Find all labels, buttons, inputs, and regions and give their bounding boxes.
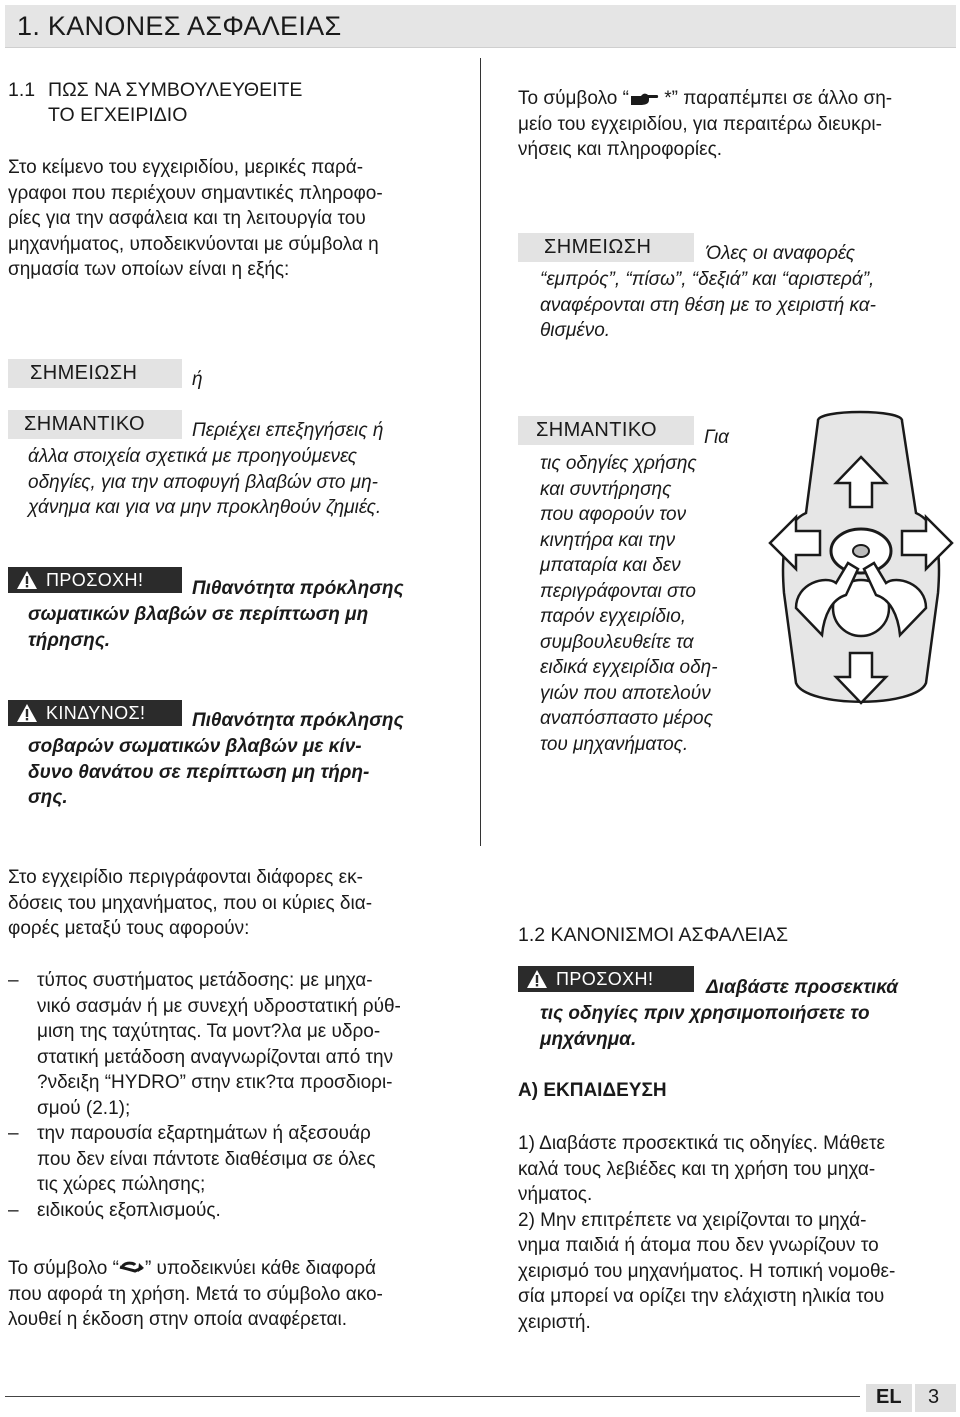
danger-label [8, 700, 182, 726]
text-line: στατική μετάδοση αναγνωρίζονται από την [37, 1046, 394, 1068]
text-line: σης. [28, 787, 68, 808]
text-line: φορές μεταξύ τους αφορούν: [8, 918, 250, 939]
text-line: αναφέρονται στη θέση με το χειριστή κα- [540, 294, 876, 316]
list-item [6, 1121, 470, 1198]
text-line: τις χώρες πώλησης; [37, 1174, 206, 1195]
text-line: ρίες για την ασφάλεια και τη λειτουργία του [8, 208, 366, 229]
note-text [540, 267, 954, 344]
text-line: νήσεις και πληροφορίες. [518, 139, 723, 160]
text-line: Στο κείμενο του εγχειριδίου, μερικές παρά- [8, 157, 364, 178]
text-line: Στο εγχειρίδιο περιγράφονται διάφορες εκ- [8, 867, 363, 888]
text-fragment: Το σύμβολο “ [518, 88, 629, 109]
caution-label [8, 567, 182, 593]
caution-text-first: Διαβάστε προσεκτικά [706, 977, 899, 998]
text-line: μιση της ταχύτητας. Τα μοντ?λα με υδρο- [37, 1021, 381, 1042]
training-heading: Α) ΕΚΠΑΙΔΕΥΣΗ [518, 1080, 667, 1101]
text-line: τύπος συστήματος μετάδοσης: με μηχα- [37, 970, 373, 991]
list-item [6, 1198, 470, 1224]
version-difference-icon [119, 1259, 145, 1277]
footer-separator [912, 1384, 915, 1412]
section-number: 1.1 [8, 79, 36, 101]
text-line: που δεν είναι πάντοτε διαθέσιμα σε όλες [37, 1148, 376, 1170]
list-item [6, 968, 470, 1121]
caution-text [28, 602, 468, 653]
steering-hub-shape [853, 545, 869, 557]
text-line: τις οδηγίες πριν χρησιμοποιήσετε το [540, 1003, 870, 1024]
important-text [540, 451, 760, 757]
important-label: ΣΗΜΑΝΤΙΚΟ [8, 410, 182, 439]
page-number: 3 [928, 1386, 940, 1408]
text-line: σωματικών βλαβών σε περίπτωση μη [28, 604, 369, 625]
training-paragraph [518, 1131, 958, 1335]
text-line: ειδικούς εξοπλισμούς. [37, 1199, 221, 1221]
text-line: σία μπορεί να ορίζει την ελάχιστη ηλικία του [518, 1286, 885, 1307]
text-line: δόσεις του μηχανήματος, που οι κύριες δια- [8, 892, 373, 914]
caution-label [518, 966, 694, 992]
danger-text-first: Πιθανότητα πρόκλησης [192, 710, 404, 731]
text-line: μείο του εγχειριδίου, για περαιτέρω διευκρι- [518, 113, 882, 135]
text-line: παρόν εγχειρίδιο, [540, 606, 687, 627]
text-line: συμβουλευθείτε τα [540, 631, 694, 653]
caution-label-text: ΠΡΟΣΟΧΗ! [46, 570, 144, 590]
text-line: γιών που αποτελούν [540, 682, 711, 704]
section-1-2-heading: 1.2 ΚΑΝΟΝΙΣΜΟΙ ΑΣΦΑΛΕΙΑΣ [518, 924, 789, 946]
text-line: γραφοι που περιέχουν σημαντικές πληροφο- [8, 182, 383, 204]
important-text-first: Για [704, 427, 730, 448]
chapter-title: 1. ΚΑΝΟΝΕΣ ΑΣΦΑΛΕΙΑΣ [17, 11, 342, 41]
text-line: μπαταρία και δεν [540, 555, 681, 576]
text-line: λουθεί η έκδοση στην οποία αναφέρεται. [8, 1309, 348, 1330]
text-line: τήρησης. [28, 629, 111, 651]
caution-text [540, 1001, 954, 1052]
text-fragment: Το σύμβολο “ [8, 1258, 119, 1279]
important-label: ΣΗΜΑΝΤΙΚΟ [518, 416, 694, 445]
text-fragment: *” παραπέμπει σε άλλο ση- [658, 88, 893, 109]
section-heading-line-1: ΠΩΣ ΝΑ ΣΥΜΒΟΥΛΕΥΘΕΙΤΕ [48, 79, 303, 101]
warning-triangle-icon [16, 570, 38, 590]
text-line: χειριστή. [518, 1311, 591, 1333]
reference-paragraph [518, 86, 954, 163]
text-line: περιγράφονται στο [540, 580, 696, 602]
language-code: EL [876, 1386, 902, 1408]
versions-intro [8, 865, 470, 942]
text-line: δυνο θανάτου σε περίπτωση μη τήρη- [28, 761, 370, 783]
symbol-paragraph [8, 1256, 470, 1333]
text-line: σοβαρών σωματικών βλαβών με κίν- [28, 736, 362, 757]
column-divider [480, 58, 481, 846]
text-line: οδηγίες, για την αποφυγή βλαβών στο μη- [28, 471, 378, 493]
pointing-hand-icon [629, 91, 659, 107]
text-line: 2) Μην επιτρέπετε να χειρίζονται το μηχά- [518, 1209, 867, 1231]
operator-directions-illustration [766, 403, 956, 715]
text-line: που αφορά τη χρήση. Μετά το σύμβολο ακο- [8, 1283, 383, 1305]
or-text: ή [192, 369, 203, 390]
text-line: νήματος. [518, 1184, 593, 1205]
text-line [8, 1256, 470, 1282]
text-line: χειρισμό του μηχανήματος. Η τοπική νομοθε- [518, 1260, 896, 1282]
text-line: σμού (2.1); [37, 1097, 131, 1119]
text-line: καλά τους λεβιέδες και τη χρήση του μηχα- [518, 1158, 876, 1180]
text-line: νημα παιδιά ή άτομα που δεν γνωρίζουν το [518, 1235, 879, 1256]
caution-text-first: Πιθανότητα πρόκλησης [192, 578, 404, 599]
text-fragment: ” υποδεικνύει κάθε διαφορά [144, 1258, 377, 1279]
text-line: 1) Διαβάστε προσεκτικά τις οδηγίες. Μάθετε [518, 1133, 885, 1154]
section-1-1-heading [8, 78, 303, 126]
note-label: ΣΗΜΕΙΩΣΗ [518, 233, 694, 262]
text-line: άλλα στοιχεία σχετικά με προηγούμενες [28, 446, 358, 467]
text-line: του μηχανήματος. [540, 733, 689, 755]
warning-triangle-icon [16, 703, 38, 723]
important-text [28, 444, 468, 521]
versions-list [6, 968, 470, 1223]
danger-text [28, 734, 468, 811]
text-line: κινητήρα και την [540, 529, 676, 551]
text-line: την παρουσία εξαρτημάτων ή αξεσουάρ [37, 1123, 371, 1144]
text-line: τις οδηγίες χρήσης [540, 453, 697, 474]
chapter-header-bar [5, 5, 956, 48]
text-line: “εμπρός”, “πίσω”, “δεξιά” και “αριστερά”, [540, 269, 875, 290]
text-line: μηχάνημα. [540, 1028, 637, 1050]
text-line: σημασία των οποίων είναι η εξής: [8, 259, 290, 280]
caution-label-text: ΠΡΟΣΟΧΗ! [556, 969, 654, 989]
intro-paragraph [8, 155, 468, 283]
footer-page-box [866, 1384, 956, 1412]
important-text-first: Περιέχει επεξηγήσεις ή [192, 420, 384, 441]
text-line: και συντήρησης [540, 478, 672, 500]
text-line: μηχανήματος, υποδεικνύονται με σύμβολα η [8, 233, 379, 255]
text-line [518, 86, 954, 112]
text-line: νικό σασμάν ή με συνεχή υδροστατική ρύθ- [37, 995, 401, 1017]
danger-label-text: ΚΙΝΔΥΝΟΣ! [46, 703, 146, 723]
text-line: θισμένο. [540, 320, 611, 341]
note-text-first: Όλες οι αναφορές [706, 243, 855, 264]
text-line: ?νδειξη “HYDRO” στην ετικ?τα προσδιορι- [37, 1072, 393, 1093]
text-line: χάνημα και για να μην προκληθούν ζημιές. [28, 497, 382, 518]
text-line: αναπόσπαστο μέρος [540, 708, 713, 729]
footer-rule [5, 1396, 860, 1397]
text-line: που αφορούν τον [540, 504, 687, 525]
warning-triangle-icon [526, 969, 548, 989]
note-label: ΣΗΜΕΙΩΣΗ [8, 359, 182, 388]
text-line: ειδικά εγχειρίδια οδη- [540, 657, 718, 678]
section-heading-line-2: ΤΟ ΕΓΧΕΙΡΙΔΙΟ [48, 104, 188, 126]
